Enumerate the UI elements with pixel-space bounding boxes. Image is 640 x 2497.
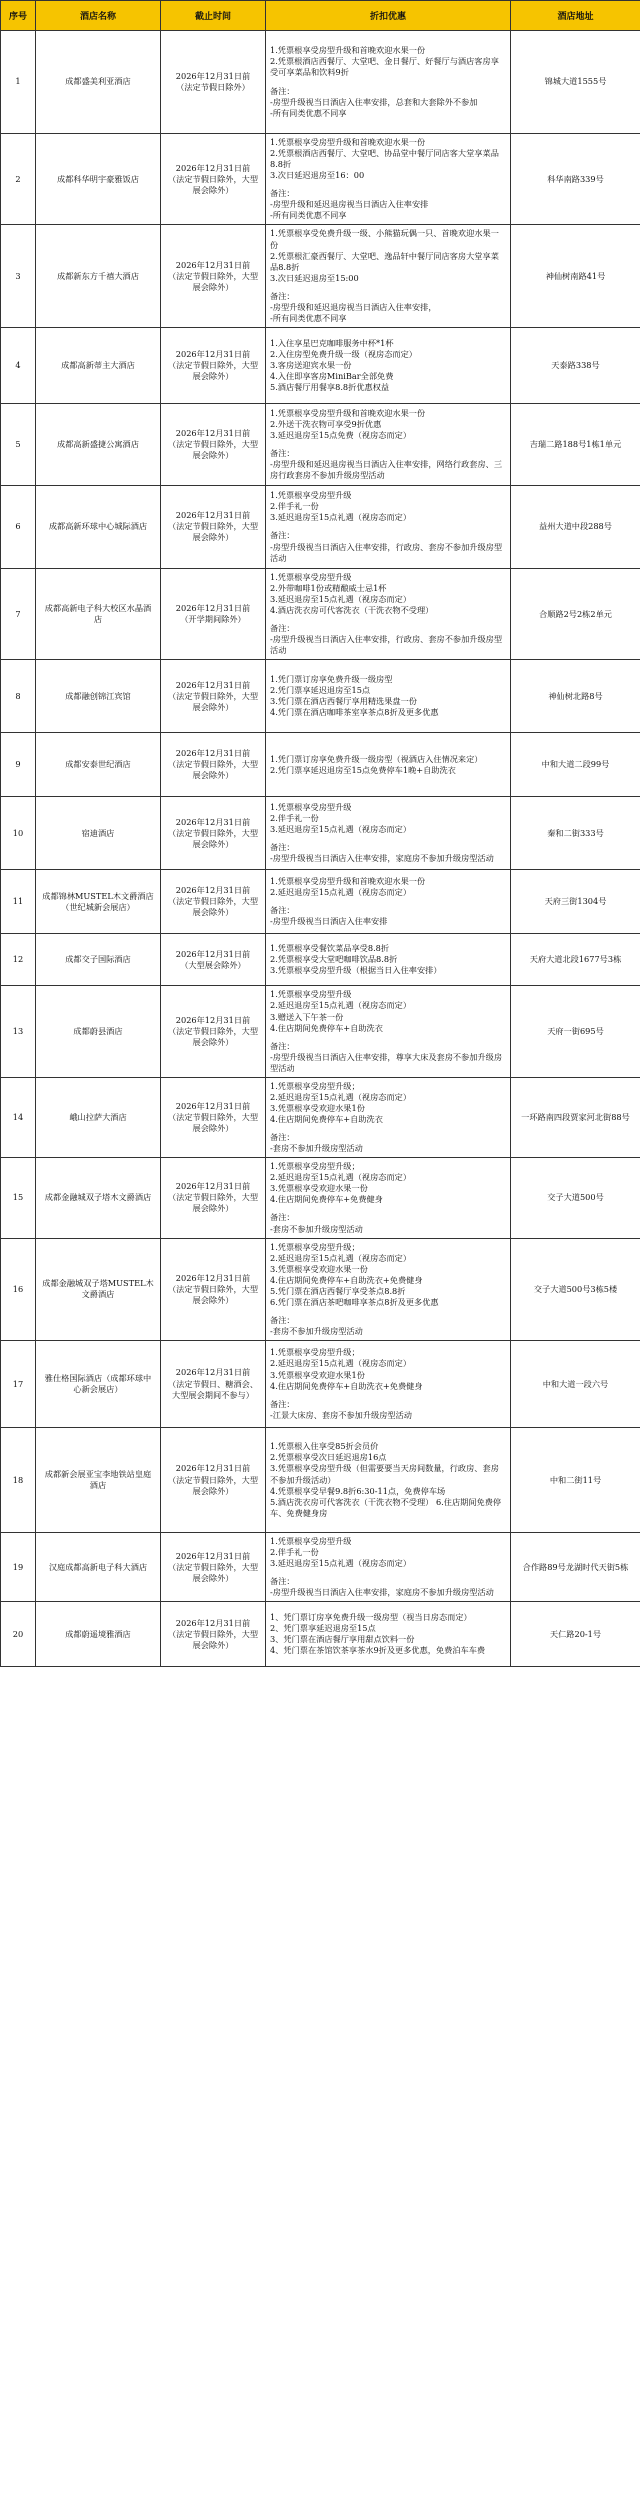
hotel-name: 成都新东方千禧大酒店	[36, 225, 161, 328]
notes-label: 备注：	[270, 623, 295, 634]
discount-item: 1.凭票根享受房型升级；	[270, 1161, 360, 1172]
hotel-name: 成都高新环球中心城际酒店	[36, 485, 161, 568]
discount-details	[266, 986, 511, 1077]
deadline	[161, 934, 266, 986]
discount-item: 1.凭票根享受房型升级	[270, 989, 352, 1000]
table-row	[1, 1077, 640, 1157]
discount-details	[266, 797, 511, 870]
notes-label: 备注：	[270, 905, 295, 916]
hotel-name: 宿迪酒店	[36, 797, 161, 870]
note-item: -房型升级视当日酒店入住率安排，家庭房不参加升级房型活动	[270, 1587, 494, 1598]
discount-item: 2.凭门票享延迟退房至15点	[270, 685, 371, 696]
deadline-line: （法定节假日除外，大型展会除外）	[167, 270, 259, 292]
spacer	[270, 79, 506, 86]
discount-item: 3.凭票根享受欢迎水果1份	[270, 1369, 365, 1380]
discount-item: 4.入住即享客房MiniBar全部免费	[270, 370, 394, 381]
note-item: -房型升级视当日酒店入住率安排，行政房、套房不参加升级房型活动	[270, 634, 503, 656]
deadline	[161, 1602, 266, 1667]
row-seq: 3	[1, 225, 36, 328]
discount-item: 2.凭票根汇豪西餐厅、大堂吧、逸品轩中餐厅同店客房大堂享菜品8.8折	[270, 250, 499, 272]
discount-item: 4.住店期间免费停车+自助洗衣+免费健身	[270, 1380, 423, 1391]
discount-item: 1.凭票根享受房型升级	[270, 1536, 352, 1547]
table-header-row	[1, 1, 640, 31]
spacer	[270, 441, 506, 448]
hotel-name: 汉庭成都高新电子科大酒店	[36, 1533, 161, 1602]
spacer	[270, 835, 506, 842]
deadline-line: 2026年12月31日前	[175, 1617, 251, 1628]
deadline	[161, 403, 266, 485]
row-seq: 5	[1, 403, 36, 485]
deadline-line: （法定节假日除外，大型展会除外）	[167, 827, 259, 849]
table-row	[1, 1428, 640, 1533]
discount-item: 3、凭门票在酒店餐厅享用甜点饮料一份	[270, 1634, 415, 1645]
discount-details	[266, 327, 511, 403]
discount-item: 2.凭票根酒店西餐厅、大堂吧、金日餐厅、好餐厅与酒店客房享受可享菜品和饮料9折	[270, 56, 499, 78]
hotel-name: 成都融创锦江宾馆	[36, 660, 161, 733]
discount-item: 4.住店期间免费停车+自助洗衣	[270, 1114, 383, 1124]
deadline	[161, 797, 266, 870]
spacer	[270, 1034, 506, 1041]
header-hotel-name: 酒店名称	[36, 1, 161, 31]
notes-label: 备注：	[270, 1212, 295, 1223]
deadline	[161, 1428, 266, 1533]
discount-item: 3.客房送迎宾水果一份	[270, 359, 352, 370]
hotel-name: 成都金融城双子塔MUSTEL木文爵酒店	[36, 1238, 161, 1341]
table-row	[1, 225, 640, 328]
discount-item: 1.凭票根享受房型升级	[270, 571, 352, 582]
deadline-line: （法定节假日除外，大型展会除外）	[167, 1111, 259, 1134]
row-seq: 11	[1, 870, 36, 934]
note-item: -套房不参加升级房型活动	[270, 1223, 363, 1234]
hotel-address: 天府三街1304号	[511, 870, 640, 934]
discount-item: 3.赠送入下午茶一份	[270, 1011, 344, 1022]
row-seq: 19	[1, 1533, 36, 1602]
deadline	[161, 1341, 266, 1428]
discount-details	[266, 934, 511, 986]
discount-item: 1.入住享星巴克咖啡服务中杯*1杯	[270, 337, 394, 348]
table-row	[1, 1533, 640, 1602]
hotel-address: 锦城大道1555号	[511, 31, 640, 134]
note-item: -所有同类优惠不同享	[270, 312, 347, 323]
note-item: -房型升级和延迟退房视当日酒店入住率安排，	[270, 301, 437, 312]
discount-item: 3.延迟退房至15点免费（视房态而定）	[270, 429, 412, 440]
deadline-line: 2026年12月31日前	[175, 816, 251, 827]
table-row	[1, 568, 640, 659]
deadline	[161, 986, 266, 1077]
discount-item: 1、凭门票订房享免费升级一级房型（视当日房态而定）	[270, 1612, 472, 1623]
row-seq: 1	[1, 31, 36, 134]
hotel-name: 成都安泰世纪酒店	[36, 733, 161, 797]
hotel-address: 中和大道一段六号	[511, 1341, 640, 1428]
deadline-line: （大型展会除外）	[180, 959, 246, 970]
hotel-address: 天仁路20-1号	[511, 1602, 640, 1667]
note-item: -房型升级视当日酒店入住率安排，家庭房不参加升级房型活动	[270, 853, 494, 864]
discount-item: 2.延迟退房至15点礼遇（视房态而定）	[270, 887, 412, 898]
hotel-name: 成都盛美利亚酒店	[36, 31, 161, 134]
note-item: -江景大床房、套房不参加升级房型活动	[270, 1409, 412, 1420]
discount-details	[266, 660, 511, 733]
deadline-line: 2026年12月31日前	[175, 603, 251, 614]
discount-item: 3.凭票根享受欢迎水果1份	[270, 1102, 365, 1113]
discount-item: 1.凭票根享受房型升级；	[270, 1080, 360, 1091]
deadline-line: 2026年12月31日前	[175, 885, 251, 896]
note-item: -所有同类优惠不同享	[270, 210, 347, 221]
table-row	[1, 31, 640, 134]
discount-item: 2、凭门票享延迟退房至15点	[270, 1623, 376, 1634]
spacer	[270, 1125, 506, 1132]
discount-item: 3.凭票根享受房型升级（但需要要当天房间数量，行政房、套房不参加升级活动）	[270, 1463, 499, 1485]
discount-item: 1.凭票根享受房型升级和首晚欢迎水果一份	[270, 876, 426, 887]
discount-details	[266, 225, 511, 328]
spacer	[270, 523, 506, 530]
table-row	[1, 986, 640, 1077]
notes-label: 备注：	[270, 1576, 295, 1587]
table-row	[1, 733, 640, 797]
discount-item: 4.凭门票在酒店咖啡茶室享茶点8折及更多优惠	[270, 707, 439, 718]
hotel-name: 成都蔚遥境雅酒店	[36, 1602, 161, 1667]
spacer	[270, 898, 506, 905]
table-row	[1, 403, 640, 485]
discount-item: 1.凭票根享受房型升级；	[270, 1241, 360, 1252]
discount-item: 4.凭票根享受早餐9.8折6:30-11点，免费停车场	[270, 1485, 446, 1496]
deadline-line: 2026年12月31日前	[175, 748, 251, 759]
discount-item: 4.住店期间免费停车+自助洗衣	[270, 1022, 383, 1033]
spacer	[270, 1205, 506, 1212]
discount-details	[266, 1238, 511, 1341]
deadline	[161, 327, 266, 403]
header-seq: 序号	[1, 1, 36, 31]
deadline-line: （法定节假日除外，大型展会除外）	[167, 359, 259, 381]
discount-item: 1.凭票根享受房型升级和首晚欢迎水果一份	[270, 137, 426, 147]
notes-label: 备注：	[270, 530, 295, 541]
deadline-line: 2026年12月31日前	[175, 1367, 251, 1378]
deadline-line: （法定节假日除外，大型展会除外）	[167, 1474, 259, 1496]
hotel-address: 吉瑞二路188号1栋1单元	[511, 403, 640, 485]
row-seq: 8	[1, 660, 36, 733]
table-row	[1, 660, 640, 733]
discount-item: 3.凭票根享受欢迎水果一份	[270, 1183, 368, 1194]
discount-item: 2.凭票根享受次日延迟退房16点	[270, 1452, 387, 1463]
hotel-address: 一环路南四段贾家河北街88号	[511, 1077, 640, 1157]
note-item: -所有同类优惠不同享	[270, 107, 347, 118]
deadline	[161, 1533, 266, 1602]
discount-item: 5.酒店洗衣房可代客洗衣（干洗衣物不受理） 6.住店期间免费停车、免费健身房	[270, 1496, 502, 1518]
discount-item: 4.住店期间免费停车+免费健身	[270, 1194, 383, 1205]
notes-label: 备注：	[270, 188, 295, 199]
deadline-line: 2026年12月31日前	[175, 1550, 251, 1561]
discount-item: 3.延迟退房至15点礼遇（视房态而定）	[270, 824, 412, 835]
discount-item: 2.凭票根酒店西餐厅、大堂吧、协品堂中餐厅同店客大堂享菜品8.8折	[270, 148, 499, 170]
discount-item: 2.外送干洗衣物可享受9折优惠	[270, 418, 382, 429]
deadline-line: （法定节假日除外，大型展会除外）	[167, 1283, 259, 1305]
hotel-name: 成都金融城双子塔木文爵酒店	[36, 1158, 161, 1238]
deadline-line: （法定节假日除外，大型展会除外）	[167, 521, 259, 543]
row-seq: 13	[1, 986, 36, 1077]
deadline-line: （法定节假日除外，大型展会除外）	[167, 173, 259, 195]
row-seq: 12	[1, 934, 36, 986]
note-item: -房型升级和延迟退房视当日酒店入住率安排	[270, 199, 429, 210]
deadline-line: 2026年12月31日前	[175, 1100, 251, 1111]
discount-item: 4、凭门票在茶馆饮茶享茶水9折及更多优惠，免费泊车车费	[270, 1645, 486, 1656]
row-seq: 10	[1, 797, 36, 870]
discount-item: 1.凭票根入住享受85折会员价	[270, 1441, 379, 1452]
hotel-address: 天府大道北段1677号3栋	[511, 934, 640, 986]
discount-details	[266, 1341, 511, 1428]
discount-item: 1.凭票根享受房型升级；	[270, 1347, 360, 1358]
notes-label: 备注：	[270, 842, 295, 853]
deadline-line: （法定节假日、糖酒会、大型展会期间不参与）	[167, 1378, 259, 1400]
deadline-line: 2026年12月31日前	[175, 348, 251, 359]
deadline	[161, 870, 266, 934]
deadline-line: 2026年12月31日前	[175, 162, 251, 173]
table-row	[1, 1602, 640, 1667]
header-deadline: 截止时间	[161, 1, 266, 31]
deadline-line: （开学期间除外）	[180, 614, 246, 625]
hotel-name: 成都锦林MUSTEL木文爵酒店（世纪城新会展店）	[36, 870, 161, 934]
row-seq: 16	[1, 1238, 36, 1341]
row-seq: 9	[1, 733, 36, 797]
discount-details	[266, 568, 511, 659]
hotel-name: 成都新会展亚宝李地铁站皇庭酒店	[36, 1428, 161, 1533]
discount-details	[266, 1158, 511, 1238]
deadline-line: 2026年12月31日前	[175, 510, 251, 521]
deadline	[161, 568, 266, 659]
discount-item: 2.延迟退房至15点礼遇（视房态而定）	[270, 1172, 412, 1183]
hotel-address: 交子大道500号3栋5楼	[511, 1238, 640, 1341]
deadline-line: （法定节假日除外，大型展会除外）	[167, 1192, 259, 1214]
row-seq: 6	[1, 485, 36, 568]
row-seq: 18	[1, 1428, 36, 1533]
discount-item: 3.凭门票在酒店西餐厅享用精选果盘一份	[270, 696, 417, 707]
hotel-name: 成都蔚县酒店	[36, 986, 161, 1077]
discount-details	[266, 403, 511, 485]
table-row	[1, 1158, 640, 1238]
spacer	[270, 1569, 506, 1576]
hotel-address: 科华南路339号	[511, 134, 640, 225]
deadline-line: 2026年12月31日前	[175, 1015, 251, 1025]
deadline-line: 2026年12月31日前	[175, 70, 251, 81]
table-row	[1, 327, 640, 403]
note-item: -套房不参加升级房型活动	[270, 1143, 363, 1154]
discount-item: 3.延迟退房至15点礼遇（视房态而定）	[270, 512, 412, 523]
spacer	[270, 1308, 506, 1315]
table-row	[1, 797, 640, 870]
deadline-line: 2026年12月31日前	[175, 427, 251, 438]
discount-details	[266, 870, 511, 934]
header-discount: 折扣优惠	[266, 1, 511, 31]
hotel-address: 秦和二街333号	[511, 797, 640, 870]
deadline-line: 2026年12月31日前	[175, 1463, 251, 1474]
discount-item: 2.入住房型免费升级一级（视房态而定）	[270, 348, 417, 359]
row-seq: 4	[1, 327, 36, 403]
table-row	[1, 1238, 640, 1341]
deadline	[161, 660, 266, 733]
table-row	[1, 934, 640, 986]
discount-item: 2.外带咖啡1份或精酿威士忌1杯	[270, 583, 387, 593]
row-seq: 2	[1, 134, 36, 225]
discount-item: 1.凭门票订房享免费升级一级房型	[270, 674, 393, 685]
note-item: -套房不参加升级房型活动	[270, 1326, 363, 1336]
deadline	[161, 225, 266, 328]
deadline-line: （法定节假日除外，大型展会除外）	[167, 690, 259, 712]
discount-item: 1.凭票根享受免费升级一级、小熊猫玩偶一只、首晚欢迎水果一份	[270, 228, 499, 250]
hotel-address: 神仙树北路8号	[511, 660, 640, 733]
discount-item: 5.凭门票在酒店西餐厅享受茶点8.8折	[270, 1285, 406, 1296]
discount-item: 1.凭票根享受房型升级	[270, 490, 352, 501]
hotel-name: 雅仕格国际酒店（成都环球中心新会展店）	[36, 1341, 161, 1428]
deadline-line: （法定节假日除外，大型展会除外）	[167, 1561, 259, 1583]
discount-item: 2.凭门票享延迟退房至15点免费停车1晚+自助洗衣	[270, 764, 456, 775]
discount-item: 2.延迟退房至15点礼遇（视房态而定）	[270, 1000, 412, 1011]
table-row	[1, 1341, 640, 1428]
deadline-line: 2026年12月31日前	[175, 1272, 251, 1283]
deadline-line: 2026年12月31日前	[175, 948, 251, 959]
discount-item: 3.延迟退房至15点礼遇（视房态而定）	[270, 594, 412, 605]
discount-item: 2.伴手礼一份	[270, 501, 319, 512]
discount-details	[266, 1533, 511, 1602]
discount-item: 4.住店期间免费停车+自助洗衣+免费健身	[270, 1274, 423, 1285]
discount-item: 2.延迟退房至15点礼遇（视房态而定）	[270, 1358, 412, 1369]
discount-item: 6.凭门票在酒店茶吧咖啡享茶点8折及更多优惠	[270, 1296, 439, 1307]
notes-label: 备注：	[270, 290, 295, 301]
hotel-address: 中和二街11号	[511, 1428, 640, 1533]
hotel-address: 合顺路2号2栋2单元	[511, 568, 640, 659]
notes-label: 备注：	[270, 1314, 295, 1325]
row-seq: 20	[1, 1602, 36, 1667]
note-item: -房型升级视当日酒店入住率安排，总套和大套除外不参加	[270, 96, 478, 107]
deadline	[161, 1077, 266, 1157]
discount-item: 2.凭票根享受大堂吧咖啡饮品8.8折	[270, 954, 398, 965]
deadline-line: （法定节假日除外，大型展会除外）	[167, 896, 259, 918]
deadline-line: （法定节假日除外，大型展会除外）	[167, 759, 259, 781]
row-seq: 17	[1, 1341, 36, 1428]
discount-item: 1.凭票根享受房型升级	[270, 802, 352, 813]
hotel-address: 交子大道500号	[511, 1158, 640, 1238]
table-row	[1, 870, 640, 934]
discount-item: 3.次日延迟退房至15:00	[270, 272, 359, 283]
deadline-line: 2026年12月31日前	[175, 1181, 251, 1192]
discount-item: 3.次日延迟退房至16：00	[270, 170, 365, 181]
hotel-name: 成都高新蒂主大酒店	[36, 327, 161, 403]
discount-item: 2.延迟退房至15点礼遇（视房态而定）	[270, 1252, 412, 1263]
note-item: -房型升级视当日酒店入住率安排，行政房、套房不参加升级房型活动	[270, 541, 503, 563]
notes-label: 备注：	[270, 1040, 295, 1051]
note-item: -房型升级和延迟退房视当日酒店入住率安排，网络行政套房、三房行政套房不参加升级房型活动	[270, 459, 503, 481]
row-seq: 14	[1, 1077, 36, 1157]
discount-item: 2.伴手礼一份	[270, 813, 319, 824]
row-seq: 15	[1, 1158, 36, 1238]
notes-label: 备注：	[270, 1132, 295, 1143]
deadline-line: （法定节假日除外，大型展会除外）	[167, 1628, 259, 1650]
deadline	[161, 1158, 266, 1238]
discount-item: 3.延迟退房至15点礼遇（视房态而定）	[270, 1558, 412, 1569]
discount-item: 1.凭票根享受房型升级和首晚欢迎水果一份	[270, 407, 426, 418]
deadline-line: （法定节假日除外，大型展会除外）	[167, 438, 259, 460]
note-item: -房型升级视当日酒店入住率安排	[270, 916, 388, 927]
discount-details	[266, 1602, 511, 1667]
deadline-line: 2026年12月31日前	[175, 259, 251, 270]
hotel-address: 中和大道二段99号	[511, 733, 640, 797]
deadline-line: （法定节假日除外）	[176, 82, 250, 92]
table-row	[1, 134, 640, 225]
header-address: 酒店地址	[511, 1, 640, 31]
hotel-name: 成都高新电子科大校区水晶酒店	[36, 568, 161, 659]
deadline-line: （法定节假日除外，大型展会除外）	[167, 1026, 259, 1048]
discount-item: 5.酒店餐厅用餐享8.8折优惠权益	[270, 382, 390, 393]
notes-label: 备注：	[270, 1398, 295, 1409]
hotel-name: 成都科华明宇豪雅饭店	[36, 134, 161, 225]
deadline	[161, 733, 266, 797]
discount-item: 1.凭票根享受餐饮菜品享受8.8折	[270, 943, 390, 954]
spacer	[270, 181, 506, 188]
discount-item: 3.凭票根享受欢迎水果一份	[270, 1263, 368, 1274]
discount-details	[266, 733, 511, 797]
discount-item: 1.凭门票订房享免费升级一级房型（视酒店入住情况来定）	[270, 753, 483, 764]
discount-details	[266, 1428, 511, 1533]
deadline	[161, 31, 266, 134]
discount-details	[266, 134, 511, 225]
note-item: -房型升级视当日酒店入住率安排，尊享大床及套房不参加升级房型活动	[270, 1051, 503, 1073]
deadline-line: 2026年12月31日前	[175, 679, 251, 690]
hotel-name: 峨山拉萨大酒店	[36, 1077, 161, 1157]
hotel-name: 成都交子国际酒店	[36, 934, 161, 986]
table-row	[1, 485, 640, 568]
hotel-name: 成都高新盛捷公寓酒店	[36, 403, 161, 485]
deadline	[161, 485, 266, 568]
row-seq: 7	[1, 568, 36, 659]
hotel-address: 天泰路338号	[511, 327, 640, 403]
spacer	[270, 1392, 506, 1399]
discount-item: 3.凭票根享受房型升级（根据当日入住率安排）	[270, 965, 442, 976]
discount-item: 4.酒店洗衣房可代客洗衣（干洗衣物不受理）	[270, 605, 434, 616]
notes-label: 备注：	[270, 447, 295, 458]
discount-item: 2.伴手礼一份	[270, 1547, 319, 1558]
discount-details	[266, 31, 511, 134]
deadline	[161, 134, 266, 225]
hotel-address: 神仙树南路41号	[511, 225, 640, 328]
hotel-address: 合作路89号龙湖时代天街5栋	[511, 1533, 640, 1602]
discount-item: 1.凭票根享受房型升级和首晚欢迎水果一份	[270, 45, 426, 56]
discount-details	[266, 485, 511, 568]
notes-label: 备注：	[270, 85, 295, 96]
table-body	[1, 31, 640, 1667]
discount-details	[266, 1077, 511, 1157]
spacer	[270, 284, 506, 291]
discount-item: 2.延迟退房至15点礼遇（视房态而定）	[270, 1091, 412, 1102]
spacer	[270, 616, 506, 623]
hotel-address: 天府一街695号	[511, 986, 640, 1077]
hotel-address: 益州大道中段288号	[511, 485, 640, 568]
deadline	[161, 1238, 266, 1341]
